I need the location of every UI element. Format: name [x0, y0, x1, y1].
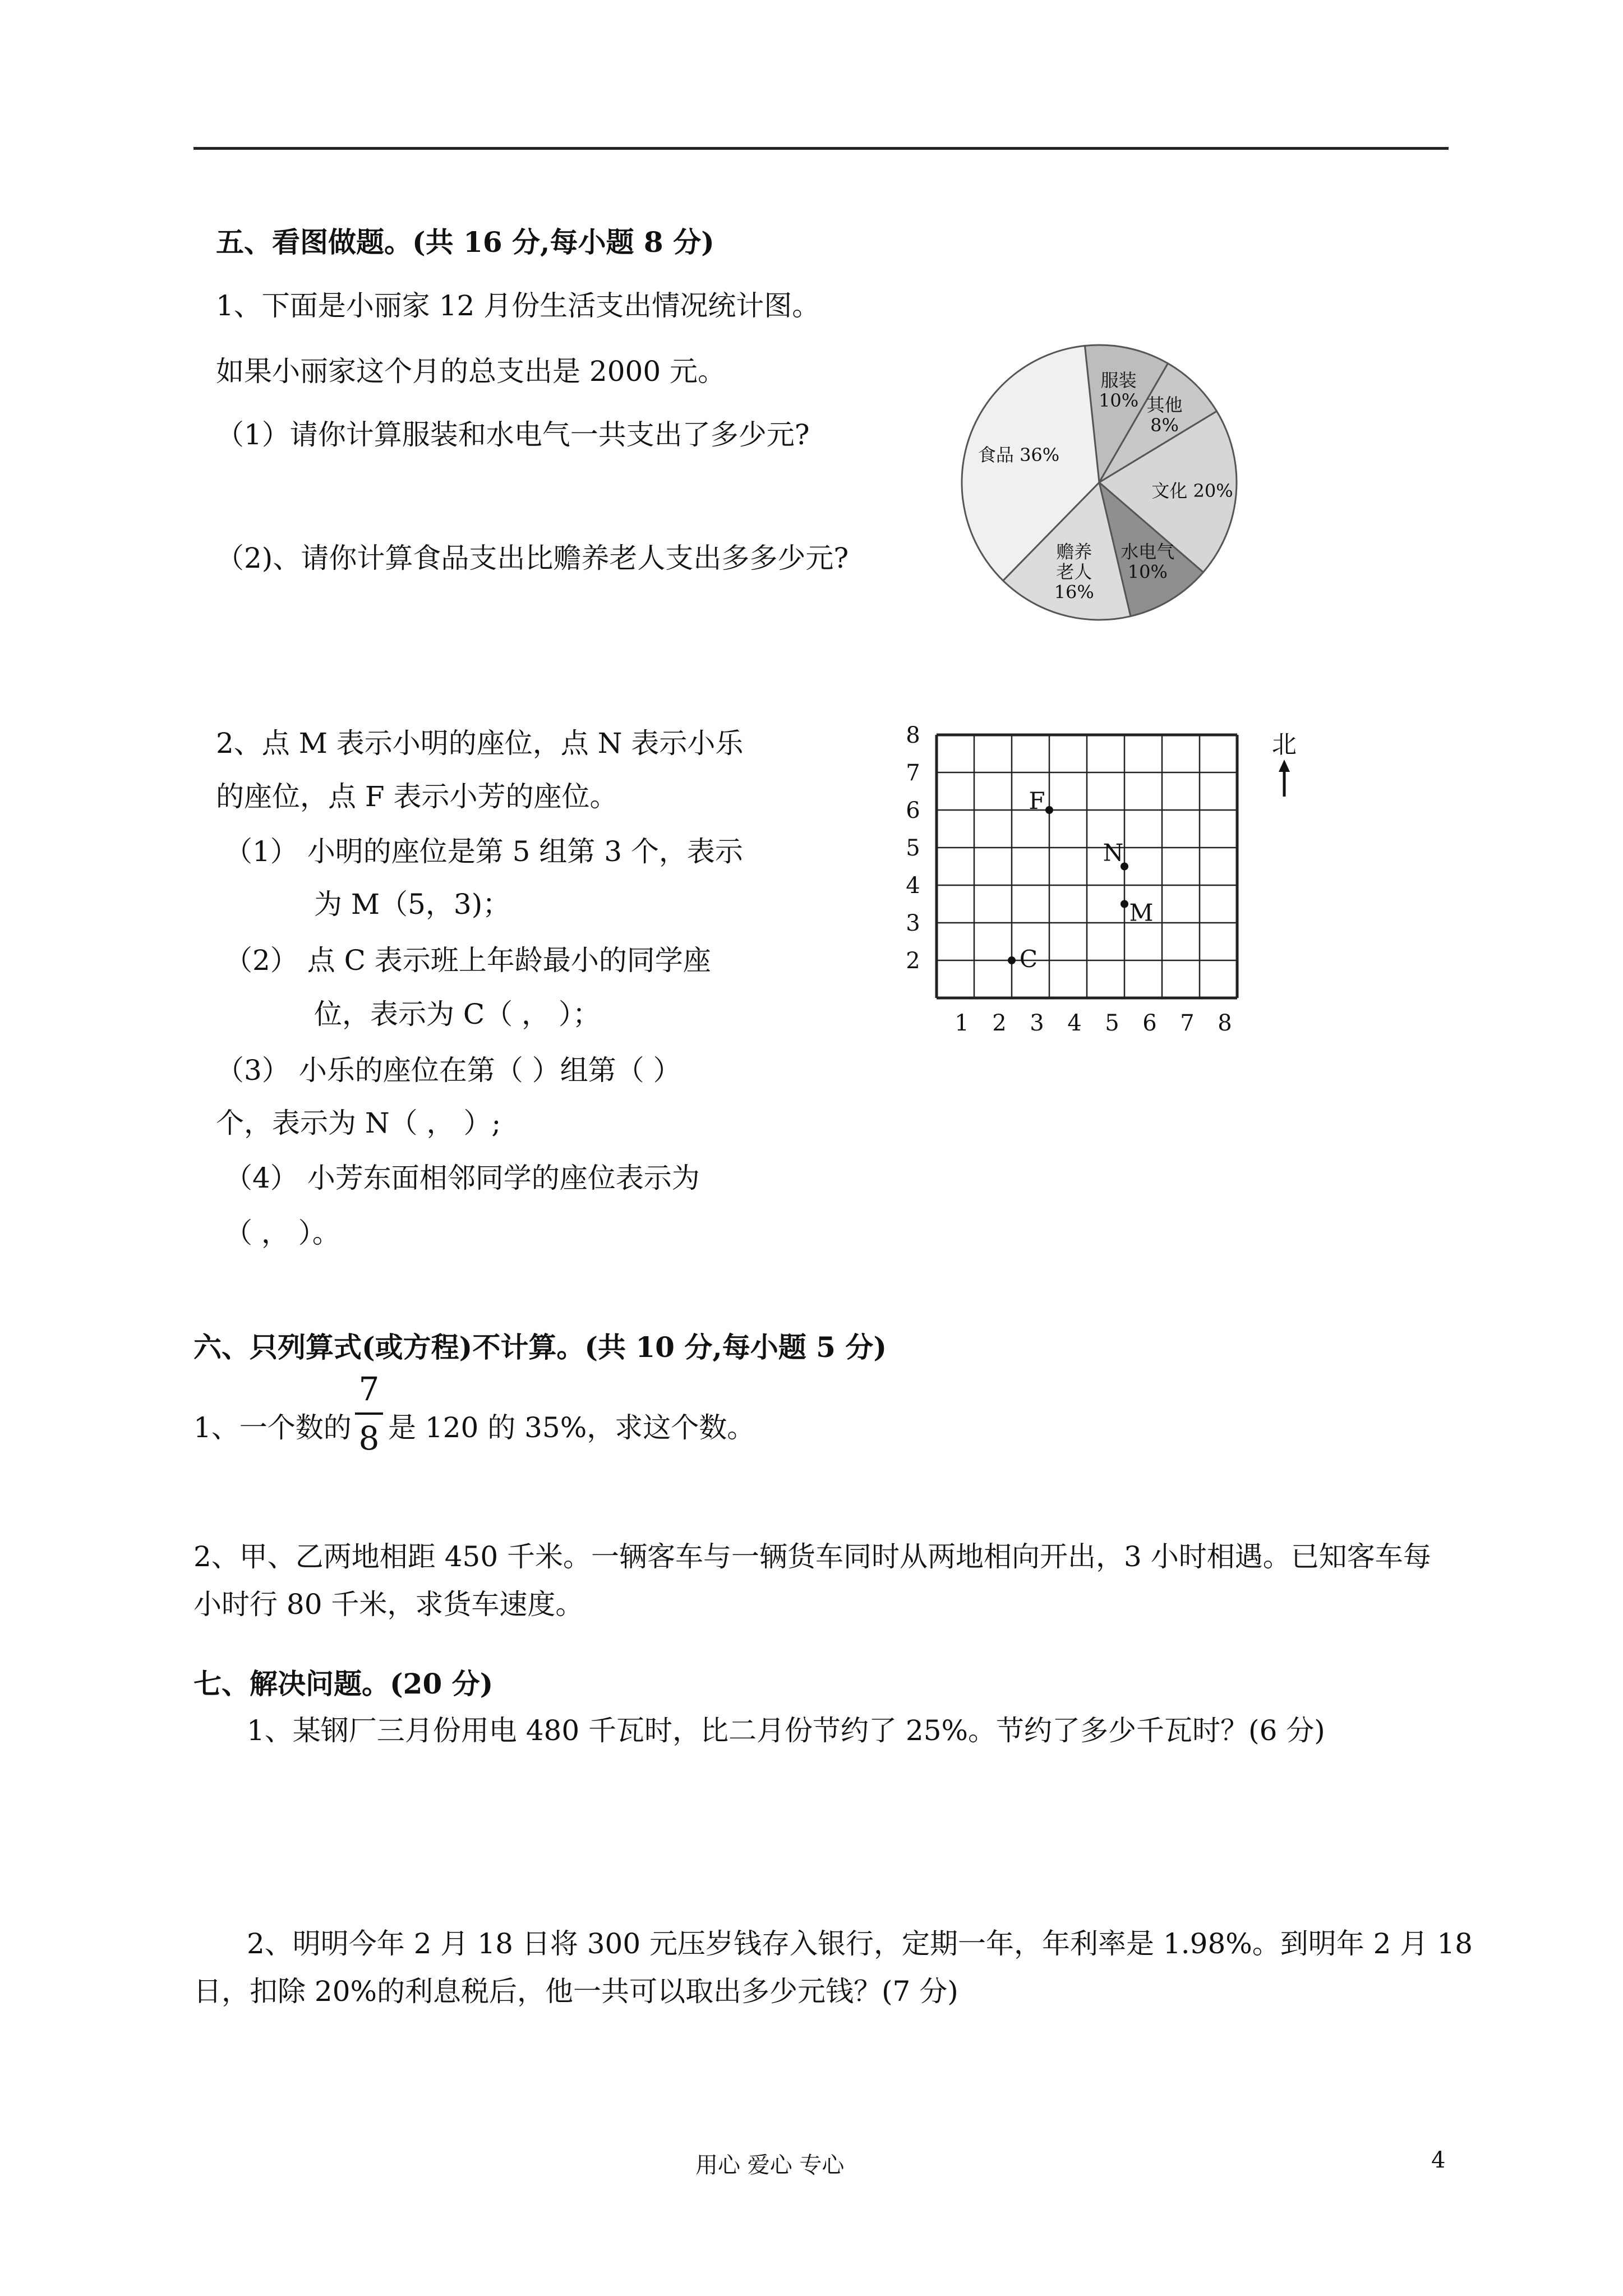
x-tick-1: 1 [955, 1010, 969, 1036]
y-tick-8: 8 [906, 723, 920, 748]
q2-s4b: （ ， ）。 [224, 1217, 340, 1249]
x-tick-8: 8 [1218, 1010, 1232, 1036]
point-label-N: N [1103, 839, 1124, 867]
grid-lines [937, 735, 1237, 998]
s6-q2-line1: 2、甲、乙两地相距 450 千米。一辆客车与一辆货车同时从两地相向开出，3 小时相遇。已知客车每 [193, 1540, 1431, 1573]
pie-label-3-line-1: 10% [1127, 561, 1168, 583]
pie-label-0-line-0: 服装 [1100, 370, 1137, 392]
y-tick-7: 7 [906, 760, 920, 786]
pie-label-5: 食品 36% [978, 444, 1060, 466]
y-tick-4: 4 [906, 873, 920, 899]
point-label-F: F [1029, 787, 1045, 815]
q1-sub2: （2)、请你计算食品支出比赡养老人支出多多少元? [216, 542, 849, 574]
seat-grid-chart [892, 718, 1318, 1043]
s6-q1-suffix: 是 120 的 35%，求这个数。 [388, 1411, 755, 1444]
q2-line2: 的座位，点 F 表示小芳的座位。 [216, 780, 618, 813]
fraction-numerator: 7 [358, 1370, 380, 1408]
point-label-C: C [1019, 945, 1038, 973]
x-tick-6: 6 [1142, 1010, 1157, 1036]
x-tick-2: 2 [992, 1010, 1007, 1036]
point-M [1121, 900, 1128, 908]
north-label: 北 [1272, 730, 1297, 759]
pie-label-0-line-1: 10% [1099, 390, 1139, 412]
pie-label-1-line-0: 其他 [1146, 394, 1183, 416]
y-tick-2: 2 [906, 948, 920, 974]
q2-s1a: （1） 小明的座位是第 5 组第 3 个，表示 [224, 835, 743, 868]
pie-label-4-line-0: 赡养 [1056, 541, 1092, 563]
q1-line2: 如果小丽家这个月的总支出是 2000 元。 [216, 355, 726, 388]
north-arrow [1272, 730, 1297, 797]
s7-q2-line2: 日，扣除 20%的利息税后，他一共可以取出多少元钱？(7 分) [193, 1975, 958, 2008]
q2-s1b: 为 M（5，3)； [314, 888, 511, 921]
q2-s3a: （3） 小乐的座位在第（ ）组第（ ） [216, 1054, 681, 1087]
q2-s3b: 个，表示为 N（ ， ）; [216, 1107, 501, 1139]
pie-label-2: 文化 20% [1151, 480, 1233, 501]
grid-ticks [906, 723, 1232, 1036]
x-tick-5: 5 [1105, 1010, 1119, 1036]
s6-q2-line2: 小时行 80 千米，求货车速度。 [193, 1588, 584, 1621]
footer-motto: 用心 爱心 专心 [695, 2152, 845, 2178]
pie-label-3-line-0: 水电气 [1121, 541, 1175, 563]
grid-points [1008, 787, 1154, 973]
y-tick-6: 6 [906, 798, 920, 823]
y-tick-3: 3 [906, 910, 920, 936]
q1-line1: 1、下面是小丽家 12 月份生活支出情况统计图。 [216, 289, 820, 322]
point-F [1045, 806, 1053, 814]
s7-q2-line1: 2、明明今年 2 月 18 日将 300 元压岁钱存入银行，定期一年，年利率是 1.98%。到明年 2 月 18 [247, 1927, 1473, 1960]
s7-q1: 1、某钢厂三月份用电 480 千瓦时，比二月份节约了 25%。节约了多少千瓦时？(6 分) [247, 1714, 1325, 1747]
y-tick-5: 5 [906, 835, 920, 861]
header-rule [193, 147, 1449, 150]
q2-s4a: （4） 小芳东面相邻同学的座位表示为 [224, 1162, 700, 1194]
pie-label-4-line-2: 16% [1054, 581, 1094, 603]
pie-label-4-line-1: 老人 [1056, 561, 1092, 583]
section6-title: 六、只列算式(或方程)不计算。(共 10 分,每小题 5 分) [193, 1331, 887, 1364]
expense-pie-chart [948, 337, 1251, 628]
x-tick-7: 7 [1180, 1010, 1195, 1036]
x-tick-4: 4 [1067, 1010, 1082, 1036]
pie-label-1-line-1: 8% [1150, 414, 1179, 436]
q2-s2a: （2） 点 C 表示班上年龄最小的同学座 [224, 944, 711, 977]
q1-sub1: （1）请你计算服装和水电气一共支出了多少元? [216, 418, 810, 451]
x-tick-3: 3 [1030, 1010, 1044, 1036]
fraction-denominator: 8 [358, 1419, 380, 1457]
q2-line1: 2、点 M 表示小明的座位，点 N 表示小乐 [216, 727, 744, 760]
section7-title: 七、解决问题。(20 分) [193, 1667, 494, 1700]
point-label-M: M [1129, 899, 1154, 927]
point-C [1008, 956, 1016, 964]
s6-q1-prefix: 1、一个数的 [193, 1411, 352, 1444]
q2-s2b: 位，表示为 C（ ， ）； [314, 998, 601, 1030]
section5-title: 五、看图做题。(共 16 分,每小题 8 分) [216, 226, 714, 259]
page-number: 4 [1431, 2147, 1446, 2173]
fraction-bar [355, 1412, 383, 1415]
